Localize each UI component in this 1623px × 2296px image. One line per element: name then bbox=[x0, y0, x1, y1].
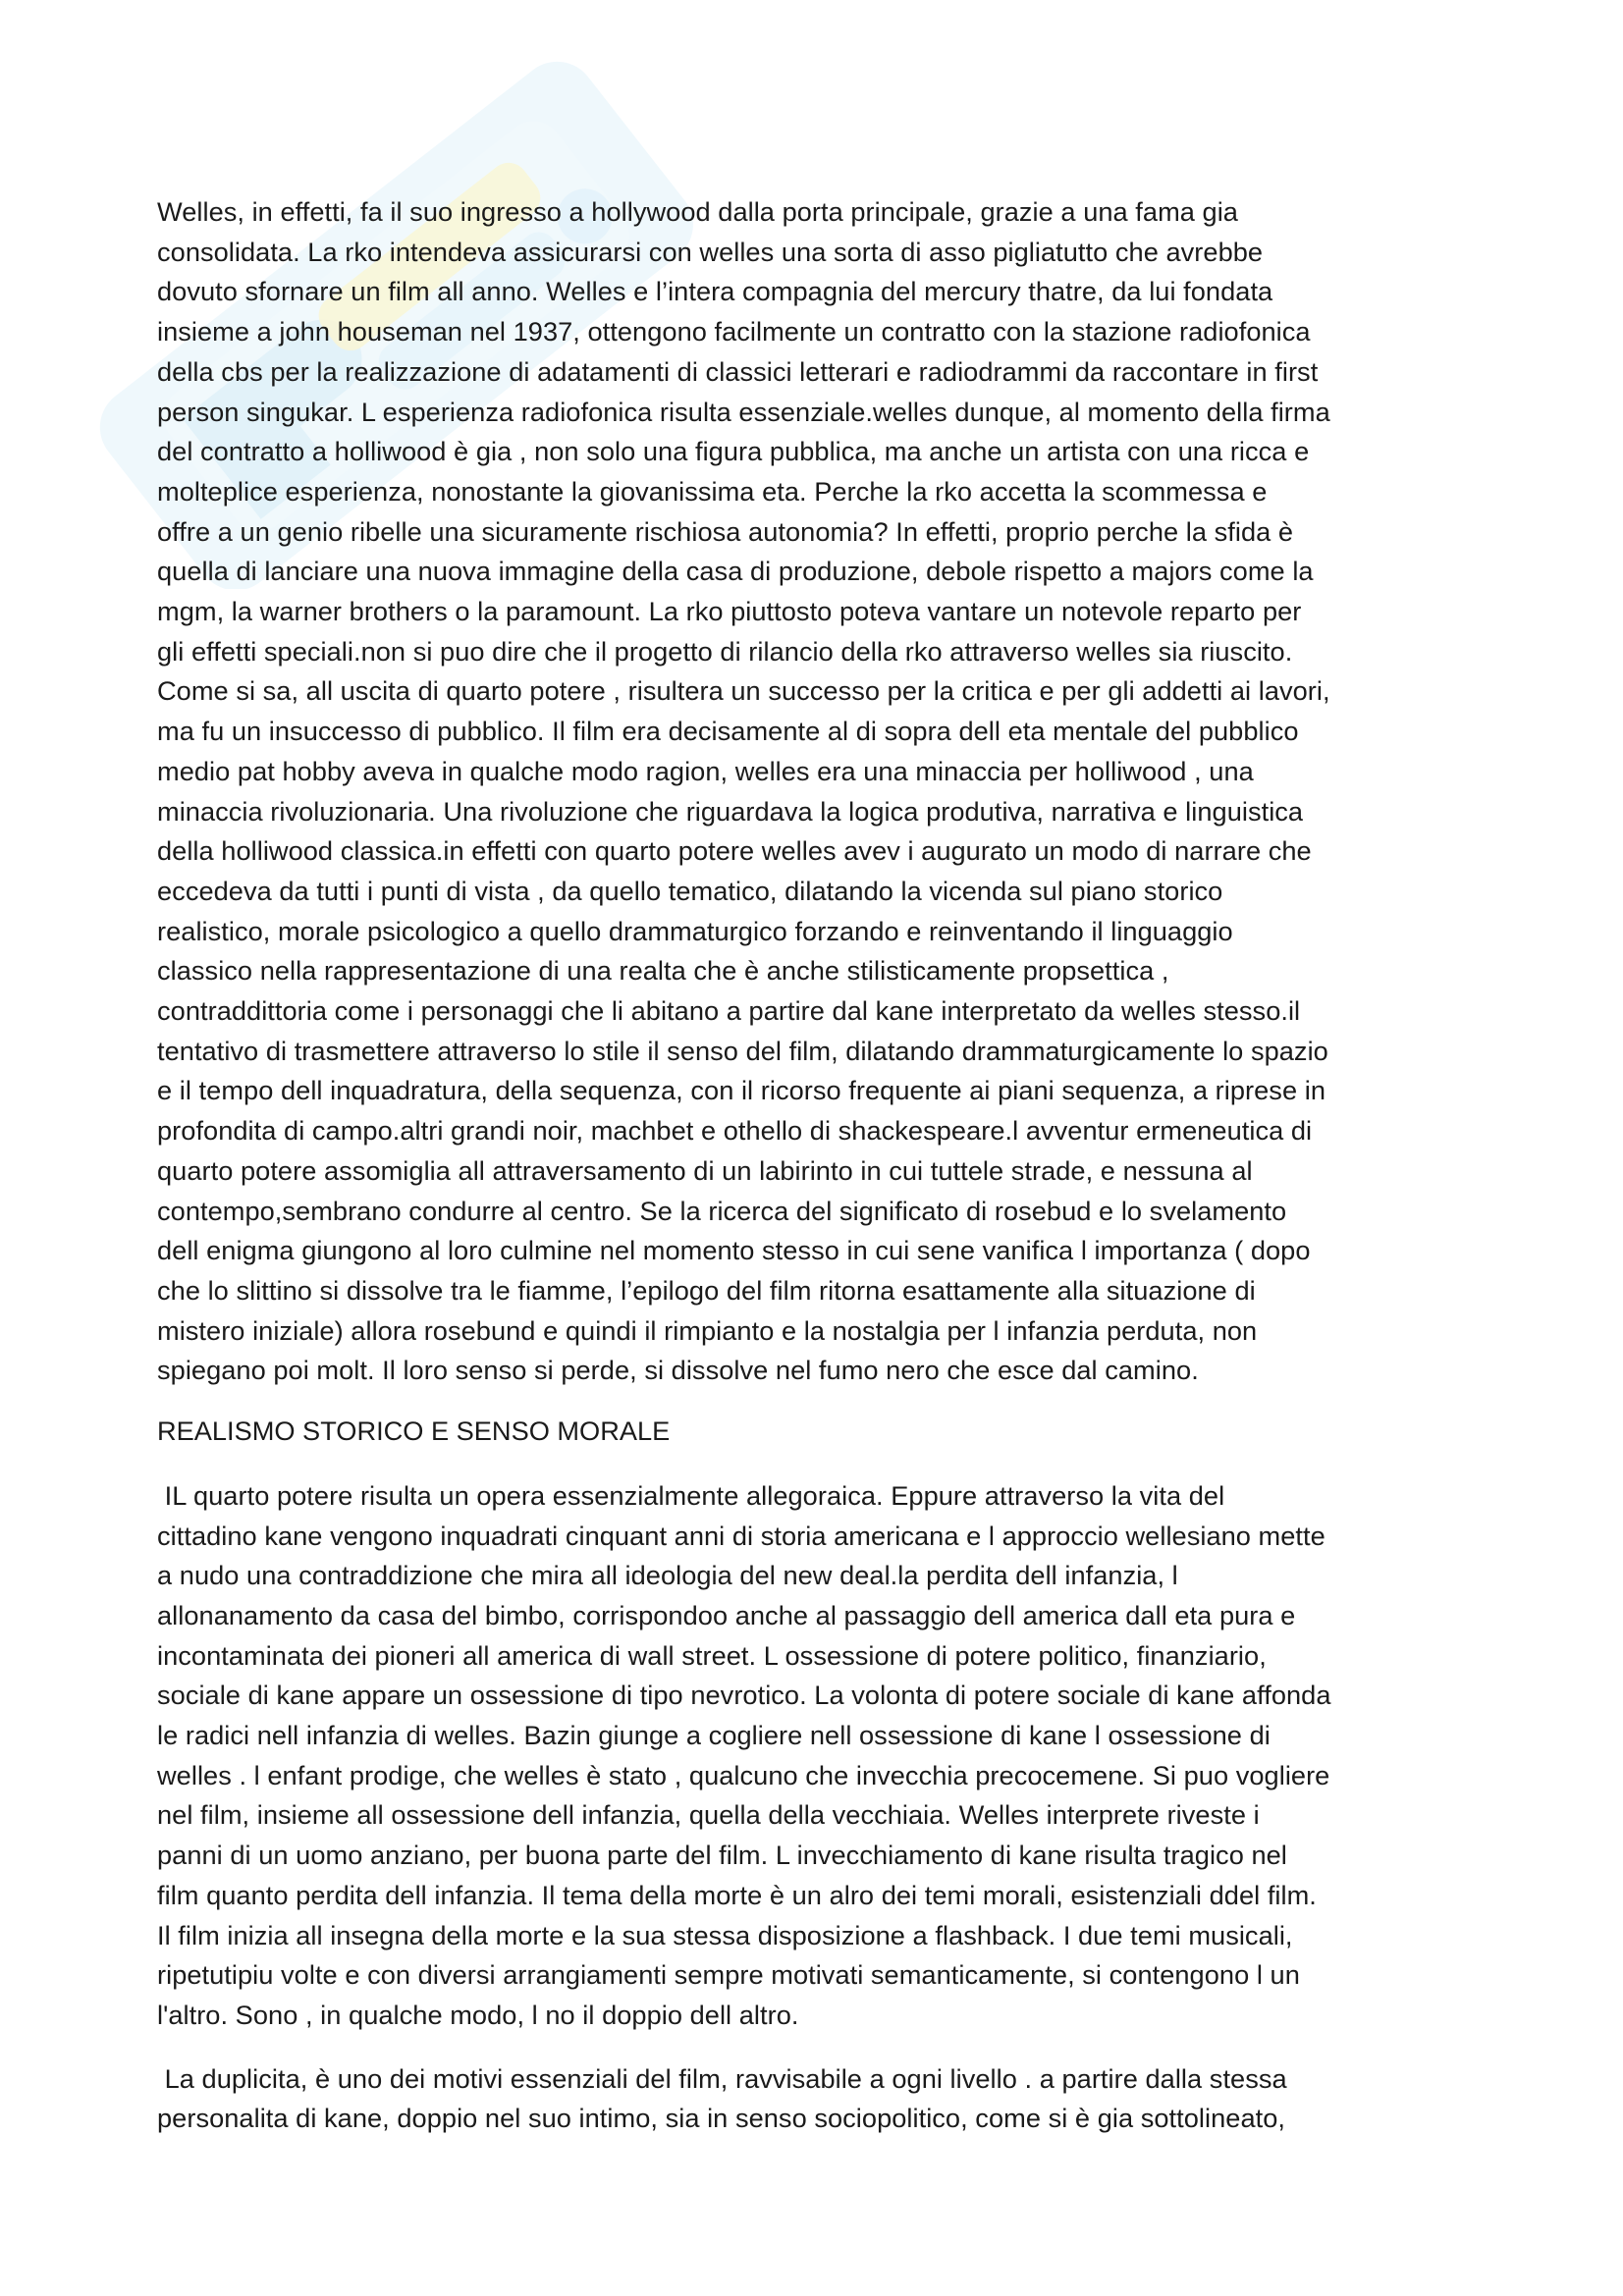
text-line: eccedeva da tutti i punti di vista , da quello tematico, dilatando la vicenda sul piano storico bbox=[157, 875, 1223, 906]
text-line: welles . l enfant prodige, che welles è stato , qualcuno che invecchia precocemene. Si puo vogliere bbox=[157, 1759, 1330, 1790]
text-line: le radici nell infanzia di welles. Bazin giunge a cogliere nell ossessione di kane l ossessione di bbox=[157, 1720, 1271, 1751]
document-body bbox=[157, 192, 1492, 2139]
text-line: della holliwood classica.in effetti con quarto potere welles avev i augurato un modo di narrare che bbox=[157, 835, 1312, 867]
text-line: contempo,sembrano condurre al centro. Se la ricerca del significato di rosebud e lo svelamento bbox=[157, 1195, 1287, 1226]
text-line: insieme a john houseman nel 1937, ottengono facilmente un contratto con la stazione radiofonica bbox=[157, 316, 1311, 347]
paragraph-duplicita bbox=[157, 2059, 1492, 2139]
text-line: che lo slittino si dissolve tra le fiamme, l’epilogo del film ritorna esattamente alla situazione di bbox=[157, 1274, 1256, 1306]
text-line: offre a un genio ribelle una sicuramente rischiosa autonomia? In effetti, proprio perche la sfida è bbox=[157, 515, 1294, 547]
text-line: La duplicita, è uno dei motivi essenziali del film, ravvisabile a ogni livello . a partire dalla stessa bbox=[157, 2062, 1287, 2094]
text-line: l'altro. Sono , in qualche modo, l no il doppio dell altro. bbox=[157, 1999, 799, 2030]
text-line: quella di lanciare una nuova immagine della casa di produzione, debole rispetto a majors come la bbox=[157, 556, 1314, 587]
text-line: dovuto sfornare un film all anno. Welles e l’intera compagnia del mercury thatre, da lui fondata bbox=[157, 276, 1273, 307]
text-line: profondita di campo.altri grandi noir, machbet e othello di shackespeare.l avventur ermeneutica di bbox=[157, 1115, 1313, 1147]
text-line: ma fu un insuccesso di pubblico. Il film era decisamente al di sopra dell eta mentale del pubblico bbox=[157, 716, 1299, 747]
text-line: sociale di kane appare un ossessione di tipo nevrotico. La volonta di potere sociale di kane affonda bbox=[157, 1680, 1331, 1711]
text-line: consolidata. La rko intendeva assicurarsi con welles una sorta di asso pigliatutto che avrebbe bbox=[157, 236, 1264, 267]
paragraph-realismo-storico bbox=[157, 1476, 1492, 2036]
text-line: contraddittoria come i personaggi che li abitano a partire dal kane interpretato da welles stesso.il bbox=[157, 995, 1301, 1027]
text-line: nel film, insieme all ossessione dell infanzia, quella della vecchiaia. Welles interprete riveste i bbox=[157, 1799, 1260, 1831]
text-line: della cbs per la realizzazione di adatamenti di classici letterari e radiodrammi da raccontare in first bbox=[157, 355, 1319, 387]
text-line: del contratto a holliwood è gia , non solo una figura pubblica, ma anche un artista con una ricca e bbox=[157, 436, 1310, 467]
text-line: person singukar. L esperienza radiofonica risulta essenziale.welles dunque, al momento della firma bbox=[157, 396, 1330, 427]
text-line: Welles, in effetti, fa il suo ingresso a hollywood dalla porta principale, grazie a una fama gia bbox=[157, 196, 1238, 227]
text-line: medio pat hobby aveva in qualche modo ragion, welles era una minaccia per holliwood , una bbox=[157, 755, 1254, 786]
paragraph-welles-hollywood bbox=[157, 192, 1492, 1391]
text-line: incontaminata dei pioneri all america di wall street. L ossessione di potere politico, finanziario, bbox=[157, 1639, 1267, 1671]
text-line: minaccia rivoluzionaria. Una rivoluzione che riguardava la logica produtiva, narrativa e linguistica bbox=[157, 795, 1304, 827]
text-line: cittadino kane vengono inquadrati cinquant anni di storia americana e l approccio wellesiano mette bbox=[157, 1520, 1325, 1551]
text-line: mistero iniziale) allora rosebund e quindi il rimpianto e la nostalgia per l infanzia perduta, non bbox=[157, 1314, 1258, 1346]
text-line: mgm, la warner brothers o la paramount. La rko piuttosto poteva vantare un notevole reparto per bbox=[157, 596, 1302, 627]
text-line: quarto potere assomiglia all attraversamento di un labirinto in cui tuttele strade, e nessuna al bbox=[157, 1154, 1253, 1186]
section-heading: REALISMO STORICO E SENSO MORALE bbox=[157, 1415, 671, 1447]
text-line: allonanamento da casa del bimbo, corrispondoo anche al passaggio dell america dall eta pura e bbox=[157, 1599, 1296, 1630]
text-line: Il film inizia all insegna della morte e la sua stessa disposizione a flashback. I due temi musicali, bbox=[157, 1919, 1293, 1950]
text-line: gli effetti speciali.non si puo dire che il progetto di rilancio della rko attraverso welles sia riuscito. bbox=[157, 635, 1293, 667]
text-line: IL quarto potere risulta un opera essenzialmente allegoraica. Eppure attraverso la vita del bbox=[157, 1479, 1225, 1511]
text-line: molteplice esperienza, nonostante la giovanissima eta. Perche la rko accetta la scommessa e bbox=[157, 475, 1268, 507]
text-line: panni di un uomo anziano, per buona parte del film. L invecchiamento di kane risulta tragico nel bbox=[157, 1840, 1287, 1871]
text-line: dell enigma giungono al loro culmine nel momento stesso in cui sene vanifica l importanza ( dopo bbox=[157, 1235, 1311, 1266]
text-line: realistico, morale psicologico a quello drammaturgico forzando e reinventando il linguaggio bbox=[157, 915, 1233, 946]
text-line: classico nella rappresentazione di una realta che è anche stilisticamente propsettica , bbox=[157, 955, 1169, 987]
text-line: e il tempo dell inquadratura, della sequenza, con il ricorso frequente ai piani sequenza, a riprese in bbox=[157, 1075, 1325, 1106]
text-line: tentativo di trasmettere attraverso lo stile il senso del film, dilatando drammaturgicamente lo spazio bbox=[157, 1035, 1328, 1066]
text-line: spiegano poi molt. Il loro senso si perde, si dissolve nel fumo nero che esce dal camino. bbox=[157, 1355, 1199, 1386]
text-line: film quanto perdita dell infanzia. Il tema della morte è un alro dei temi morali, esistenziali ddel film. bbox=[157, 1879, 1317, 1910]
text-line: Come si sa, all uscita di quarto potere , risultera un successo per la critica e per gli addetti ai lavori, bbox=[157, 675, 1330, 707]
text-line: ripetutipiu volte e con diversi arrangiamenti sempre motivati semanticamente, si contengono l un bbox=[157, 1959, 1300, 1991]
text-line: a nudo una contraddizione che mira all ideologia del new deal.la perdita dell infanzia, l bbox=[157, 1560, 1178, 1591]
text-line: personalita di kane, doppio nel suo intimo, sia in senso sociopolitico, come si è gia sottolineato, bbox=[157, 2103, 1286, 2134]
